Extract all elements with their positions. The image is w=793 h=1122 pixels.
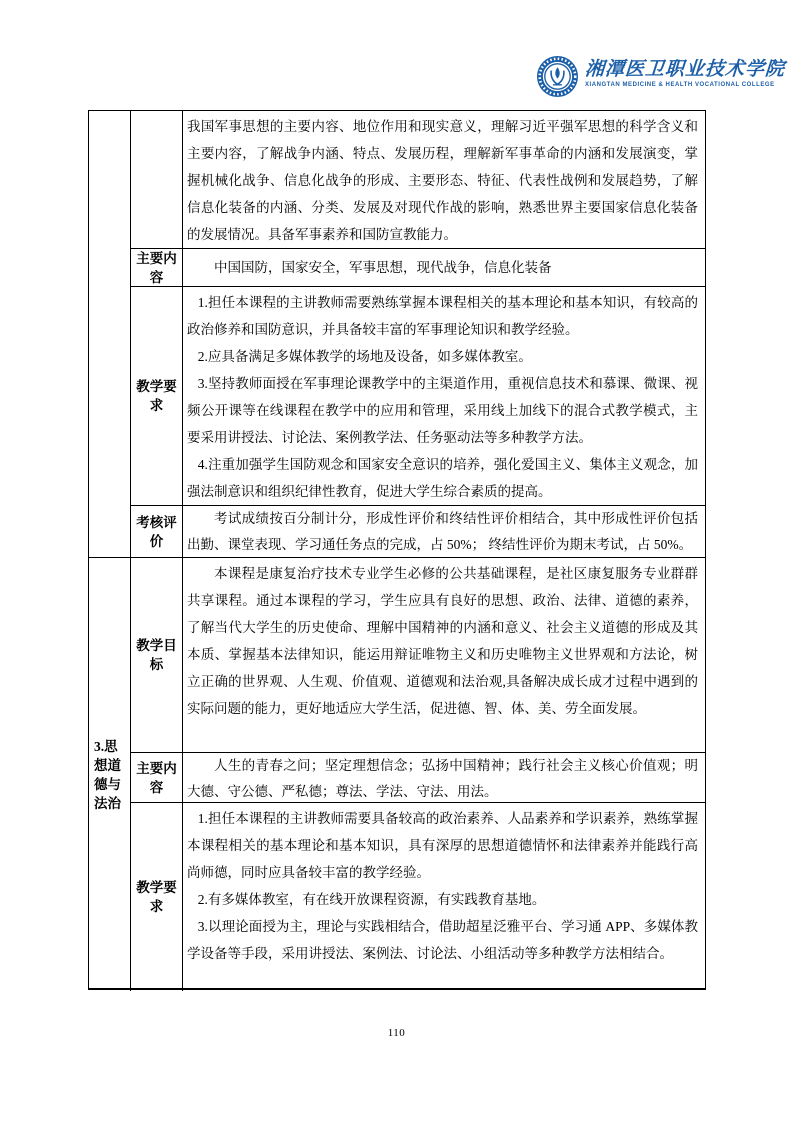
- paragraph: 1.担任本课程的主讲教师需要熟练掌握本课程相关的基本理论和基本知识，有较高的政治修养和国防意识，并具备较丰富的军事理论知识和教学经验。: [187, 295, 698, 337]
- college-name-zh: 湘潭医卫职业技术学院: [584, 59, 786, 80]
- paragraph: 考试成绩按百分制计分，形成性评价和终结性评价相结合，其中形成性评价包括出勤、课堂表现、学习通任务点的完成，占 50%； 终结性评价为期末考试，占 50%。: [187, 511, 698, 552]
- paragraph: 4.注重加强学生国防观念和国家安全意识的培养，强化爱国主义、集体主义观念，加强法制意识和组织纪律性教育，促进大学生综合素质的提高。: [187, 457, 698, 499]
- college-name-en: XIANGTAN MEDICINE & HEALTH VOCATIONAL COLLEGE: [585, 82, 775, 88]
- section2-main-content-cell: [183, 249, 705, 287]
- section2-main-content-label: 主要内容: [131, 249, 183, 287]
- section2-teaching-req-label: 教学要求: [131, 287, 183, 506]
- paragraph: 1.担任本课程的主讲教师需要具备较高的政治素养、人品素养和学识素养，熟练掌握本课程相关的基本理论和基本知识，具有深厚的思想道德情怀和法律素养并能践行高尚师德，同时应具备较丰富的教学经验。: [187, 811, 698, 880]
- paragraph: 3.坚持教师面授在军事理论课教学中的主渠道作用，重视信息技术和慕课、微课、视频公开课等在线课程在教学中的应用和管理，采用线上加线下的混合式教学模式，主要采用讲授法、讨论法、案例教学法、任务驱动法等多种教学方法。: [187, 376, 698, 445]
- course-outline-table: [88, 110, 706, 990]
- section3-title-cell: 3.思想道德与法治: [89, 558, 131, 991]
- page-number: 110: [387, 1027, 406, 1039]
- college-emblem-icon: [536, 55, 579, 98]
- paragraph: 中国国防，国家安全，军事思想，现代战争，信息化装备: [214, 260, 552, 275]
- section3-main-content-label: 主要内容: [131, 753, 183, 803]
- college-name-block: [585, 55, 785, 89]
- paragraph: 3.以理论面授为主，理论与实践相结合，借助超星泛雅平台、学习通 APP、多媒体教学设备等手段，采用讲授法、案例法、讨论法、小组活动等多种教学方法相结合。: [187, 919, 698, 961]
- section2-teaching-req-cell: [183, 287, 705, 506]
- paragraph: 本课程是康复治疗技术专业学生必修的公共基础课程，是社区康复服务专业群群共享课程。通过本课程的学习，学生应具有良好的思想、政治、法律、道德的素养，了解当代大学生的历史使命、理解中国精神的内涵和意义、社会主义道德的形成及其本质、掌握基本法律知识，能运用辩证唯物主义和历史唯物主义世界观和方法论，树立正确的世界观、人生观、价值观、道德观和法治观,具备解决成长成才过程中遇到的实际问题的能力，更好地适应大学生活，促进德、智、体、美、劳全面发展。: [187, 566, 698, 716]
- paragraph: 人生的青春之问；坚定理想信念；弘扬中国精神；践行社会主义核心价值观；明大德、守公德、严私德；尊法、学法、守法、用法。: [187, 758, 698, 799]
- section2-assessment-label: 考核评价: [131, 506, 183, 558]
- section2-empty-label-cell: [131, 111, 183, 249]
- paragraph: 2.有多媒体教室，有在线开放课程资源，有实践教育基地。: [197, 892, 546, 907]
- section3-main-content-cell: [183, 753, 705, 803]
- section2-number-cell-empty: [89, 111, 131, 558]
- section3-objective-label: 教学目标: [131, 558, 183, 753]
- section2-objective-tail-cell: [183, 111, 705, 249]
- paragraph: 2.应具备满足多媒体教学的场地及设备，如多媒体教室。: [197, 349, 532, 364]
- section3-objective-cell: [183, 558, 705, 753]
- college-logo: [536, 55, 785, 98]
- paragraph: 我国军事思想的主要内容、地位作用和现实意义，理解习近平强军思想的科学含义和主要内容，了解战争内涵、特点、发展历程，理解新军事革命的内涵和发展演变，掌握机械化战争、信息化战争的形成、主要形态、特征、代表性战例和发展趋势，了解信息化装备的内涵、分类、发展及对现代作战的影响，熟悉世界主要国家信息化装备的发展情况。具备军事素养和国防宣教能力。: [187, 119, 698, 242]
- section2-assessment-cell: [183, 506, 705, 558]
- section3-teaching-req-label: 教学要求: [131, 803, 183, 991]
- section3-teaching-req-cell: [183, 803, 705, 991]
